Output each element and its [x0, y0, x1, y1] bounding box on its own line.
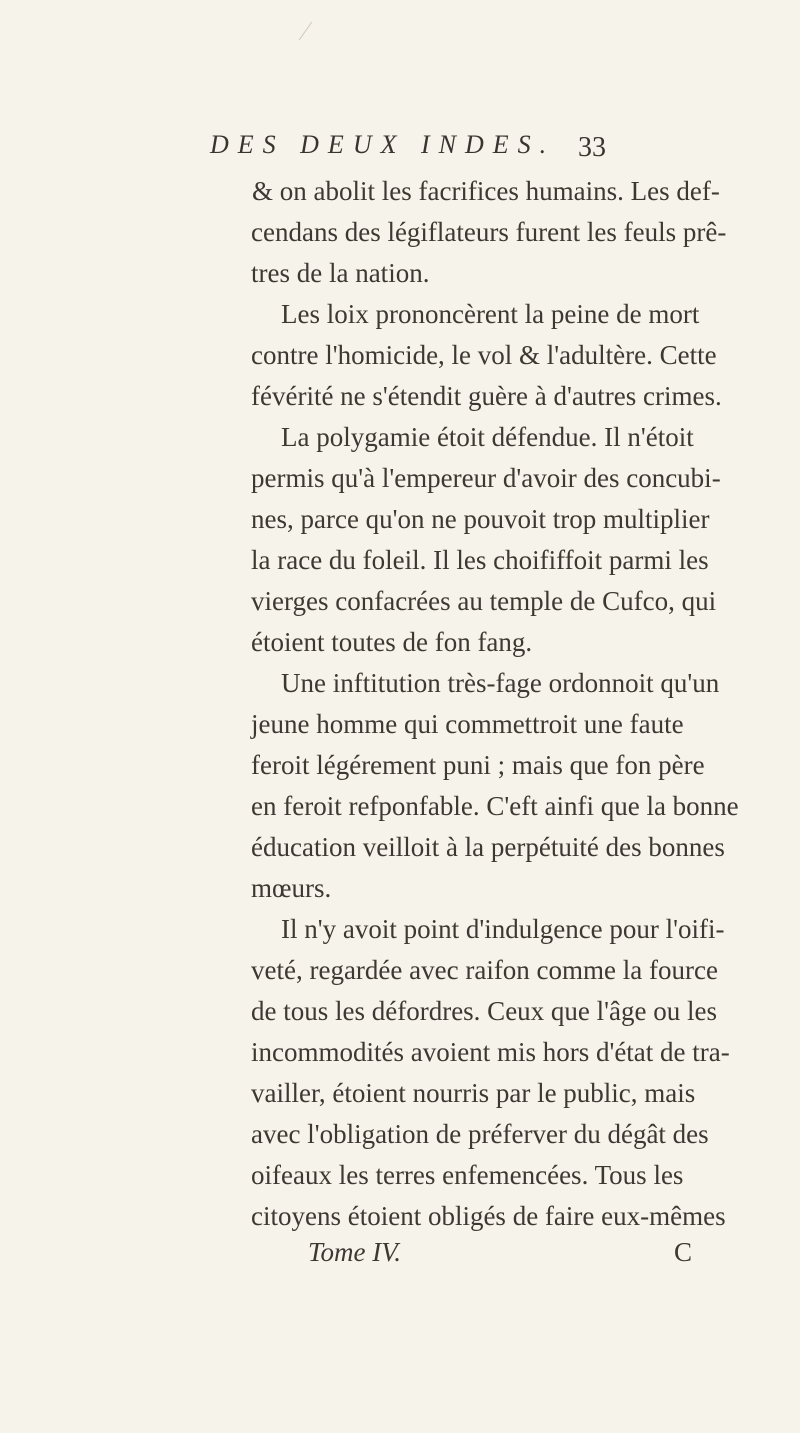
text-line: veté, regardée avec raifon comme la fource	[251, 955, 718, 985]
text-line: permis qu'à l'empereur d'avoir des concubi-	[251, 463, 721, 493]
text-line: févérité ne s'étendit guère à d'autres crimes.	[251, 381, 722, 411]
paper-blemish	[299, 22, 312, 41]
volume-signature: Tome IV.	[308, 1237, 402, 1267]
text-line: étoient toutes de fon fang.	[251, 627, 533, 657]
text-line: feroit légérement puni ; mais que fon père	[251, 750, 705, 780]
page-footer	[0, 1237, 800, 1277]
text-line: cendans des légiflateurs furent les feuls prê-	[251, 217, 727, 247]
text-line: tres de la nation.	[251, 258, 430, 288]
text-line: de tous les défordres. Ceux que l'âge ou les	[251, 996, 717, 1026]
text-line: contre l'homicide, le vol & l'adultère. Cette	[251, 340, 717, 370]
text-line: en feroit refponfable. C'eft ainfi que la bonne	[251, 791, 739, 821]
text-line: mœurs.	[251, 873, 332, 903]
running-header	[0, 130, 800, 170]
text-line: éducation veilloit à la perpétuité des bonnes	[251, 832, 725, 862]
text-line: vailler, étoient nourris par le public, mais	[251, 1078, 696, 1108]
gathering-signature: C	[674, 1237, 693, 1267]
text-line: oifeaux les terres enfemencées. Tous les	[251, 1160, 684, 1190]
running-title: DES DEUX INDES.	[210, 130, 556, 159]
text-line: La polygamie étoit défendue. Il n'étoit	[281, 422, 694, 452]
text-line: nes, parce qu'on ne pouvoit trop multiplier	[251, 504, 710, 534]
text-line: jeune homme qui commettroit une faute	[251, 709, 684, 739]
text-line: Une inftitution très-fage ordonnoit qu'un	[281, 668, 720, 698]
text-line: citoyens étoient obligés de faire eux-mêmes	[251, 1201, 726, 1231]
text-line: Il n'y avoit point d'indulgence pour l'oifi-	[281, 914, 725, 944]
text-line: & on abolit les facrifices humains. Les def-	[252, 176, 720, 206]
text-line: vierges confacrées au temple de Cufco, qui	[251, 586, 717, 616]
text-line: Les loix prononcèrent la peine de mort	[281, 299, 700, 329]
text-line: incommodités avoient mis hors d'état de tra-	[251, 1037, 730, 1067]
page-number: 33	[578, 132, 606, 163]
text-line: la race du foleil. Il les choififfoit parmi les	[251, 545, 709, 575]
text-line: avec l'obligation de préferver du dégât des	[251, 1119, 709, 1149]
